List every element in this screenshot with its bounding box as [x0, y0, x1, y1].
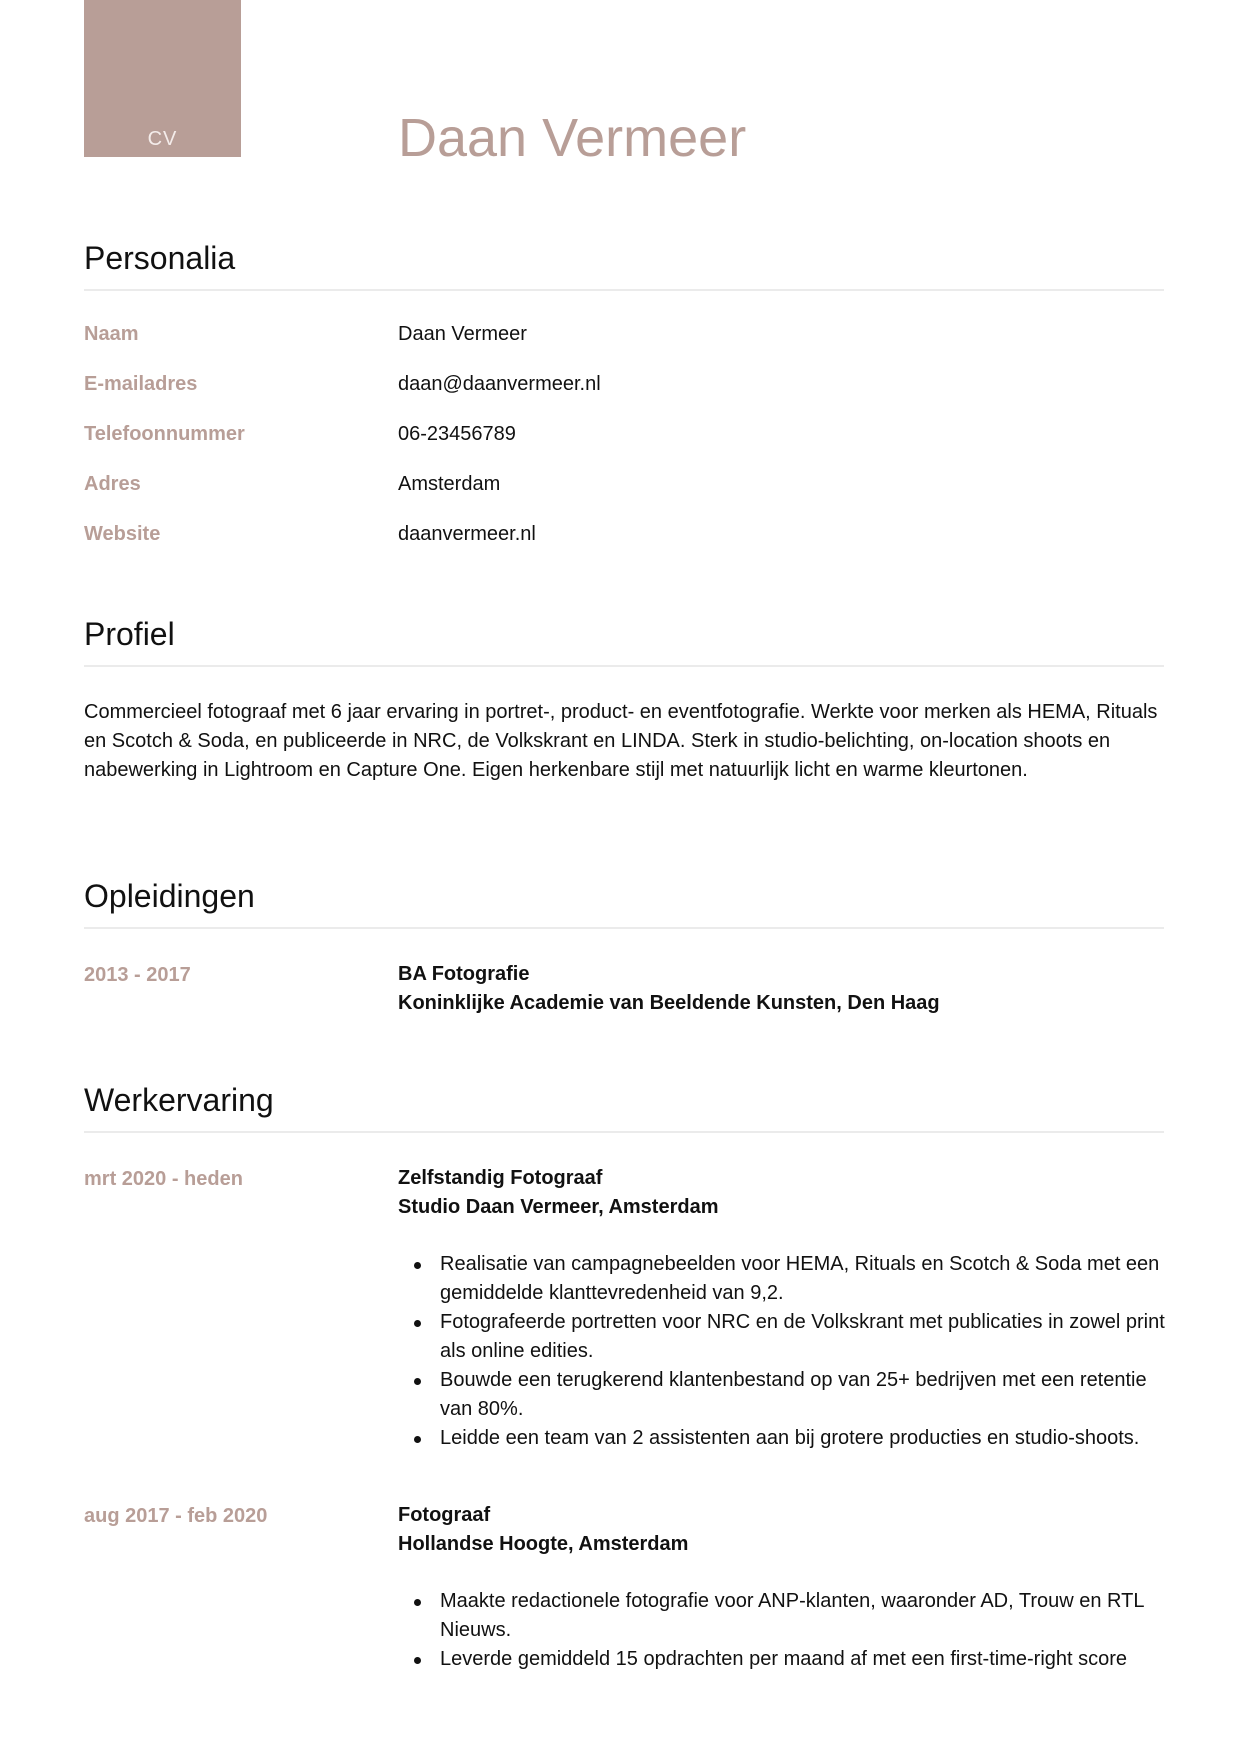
section-divider [84, 665, 1164, 667]
education-period: 2013 - 2017 [84, 964, 191, 986]
bullet-icon [414, 1320, 421, 1327]
field-label-website: Website [84, 523, 161, 545]
job-period: mrt 2020 - heden [84, 1168, 243, 1190]
list-item-text: Fotografeerde portretten voor NRC en de Volkskrant met publicaties in zowel print als online edities. [440, 1311, 1165, 1362]
job-employer: Hollandse Hoogte, Amsterdam [398, 1533, 689, 1555]
field-value-website: daanvermeer.nl [398, 523, 536, 545]
section-heading-personalia: Personalia [84, 240, 236, 276]
bullet-icon [414, 1378, 421, 1385]
section-divider [84, 1131, 1164, 1133]
list-item [398, 1366, 1168, 1424]
section-heading-profiel: Profiel [84, 616, 175, 652]
list-item [398, 1250, 1168, 1308]
field-label-adres: Adres [84, 473, 141, 495]
bullet-icon [414, 1657, 421, 1664]
field-value-email: daan@daanvermeer.nl [398, 373, 601, 395]
cv-badge [84, 0, 241, 157]
section-divider [84, 927, 1164, 929]
list-item-text: Leverde gemiddeld 15 opdrachten per maand af met een first-time-right score [440, 1648, 1128, 1670]
cv-badge-label: CV [147, 128, 178, 150]
section-heading-werkervaring: Werkervaring [84, 1082, 274, 1118]
list-item-text: Realisatie van campagnebeelden voor HEMA, Rituals en Scotch & Soda met een gemiddelde klanttevredenheid van 9,2. [440, 1253, 1160, 1304]
job-responsibilities [398, 1587, 1168, 1674]
page-title: Daan Vermeer [398, 108, 747, 168]
section-heading-opleidingen: Opleidingen [84, 878, 255, 914]
education-title: BA Fotografie [398, 963, 530, 985]
list-item-text: Leidde een team van 2 assistenten aan bij grotere producties en studio-shoots. [440, 1427, 1140, 1449]
list-item [398, 1308, 1168, 1366]
list-item-text: Maakte redactionele fotografie voor ANP-klanten, waaronder AD, Trouw en RTL Nieuws. [440, 1590, 1144, 1641]
field-value-telefoon: 06-23456789 [398, 423, 516, 445]
list-item [398, 1587, 1168, 1645]
education-institution: Koninklijke Academie van Beeldende Kunsten, Den Haag [398, 992, 940, 1014]
job-period: aug 2017 - feb 2020 [84, 1505, 268, 1527]
bullet-icon [414, 1436, 421, 1443]
section-divider [84, 289, 1164, 291]
field-label-telefoon: Telefoonnummer [84, 423, 245, 445]
bullet-icon [414, 1599, 421, 1606]
job-title: Fotograaf [398, 1504, 491, 1526]
job-title: Zelfstandig Fotograaf [398, 1167, 603, 1189]
profile-summary: Commercieel fotograaf met 6 jaar ervaring in portret-, product- en eventfotografie. Werkte voor merken als HEMA, Rituals en Scotch & Soda, en publiceerde in NRC, de Volkskrant en LINDA. Sterk in studio-belichting, on-location shoots en nabewerking in Lightroom en Capture One. Eigen herkenbare stijl met natuurlijk licht en warme kleurtonen. [84, 701, 1158, 781]
field-label-naam: Naam [84, 323, 139, 345]
field-label-email: E-mailadres [84, 373, 198, 395]
job-responsibilities [398, 1250, 1168, 1453]
field-value-naam: Daan Vermeer [398, 323, 527, 345]
field-value-adres: Amsterdam [398, 473, 501, 495]
list-item [398, 1424, 1168, 1453]
bullet-icon [414, 1262, 421, 1269]
list-item-text: Bouwde een terugkerend klantenbestand op van 25+ bedrijven met een retentie van 80%. [440, 1369, 1147, 1420]
list-item [398, 1645, 1168, 1674]
job-employer: Studio Daan Vermeer, Amsterdam [398, 1196, 719, 1218]
